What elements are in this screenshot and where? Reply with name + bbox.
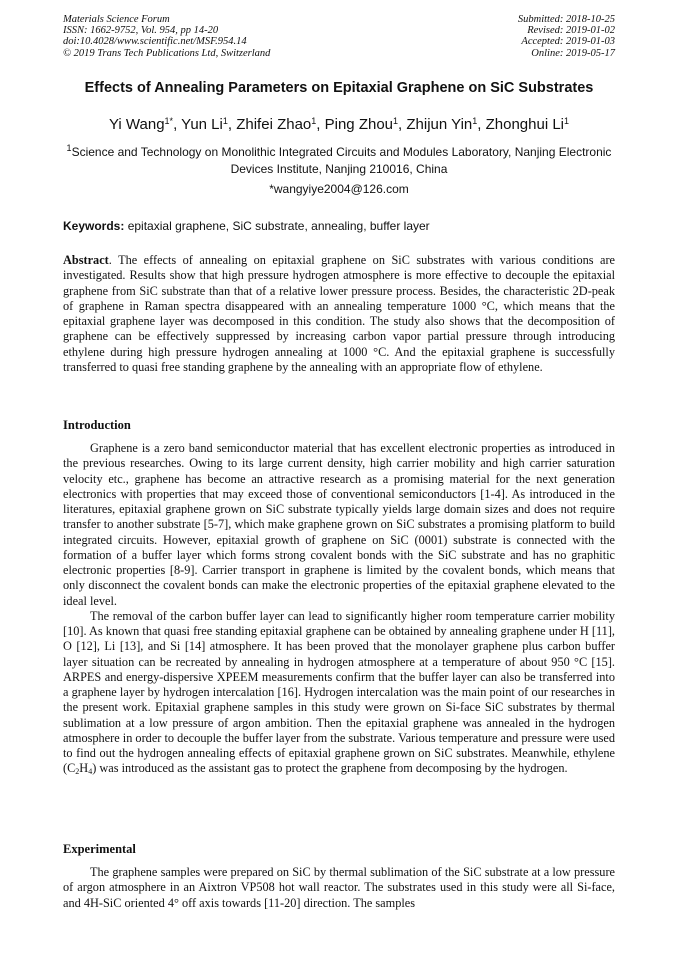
formula-subscript: 4 bbox=[88, 767, 93, 777]
author-name: Zhonghui Li bbox=[485, 116, 565, 133]
ethylene-formula-open: (C bbox=[63, 761, 76, 776]
dates-header bbox=[518, 14, 615, 59]
intro-paragraph-2-text: The removal of the carbon buffer layer can lead to significantly higher room temperature carrier mobility [10]. As known that quasi free standing epitaxial graphene can be obtained by annealing graphene under H [11], O [12], Li [13], and Si [14] atmosphere. It has been proved that the monolayer graphene plus carbon buffer layer situation can be recreated by annealing in hydrogen atmosphere at a temperature of about 950 °C [15]. ARPES and energy-dispersive XPEEM measurements confirm that the buffer layer can also be transferred into a graphene layer by hydrogen intercalation [16]. Hydrogen intercalation was the main point of our researches in the present work. Epitaxial graphene samples in this study were grown on Si-face SiC substrates by thermal sublimation at a low pressure of argon ambition. Then the epitaxial graphene was annealed in the hydrogen atmosphere in order to decouple the buffer layer from the substrate. Various temperature and pressure were used to find out the hydrogen annealing effects of epitaxial graphene grown on SiC substrates. Meanwhile, ethylene bbox=[63, 608, 615, 760]
author-name: Ping Zhou bbox=[324, 116, 394, 133]
journal-name: Materials Science Forum bbox=[63, 14, 170, 25]
abstract bbox=[63, 253, 615, 375]
author-affil-mark: 1 bbox=[472, 116, 478, 126]
copyright: © 2019 Trans Tech Publications Ltd, Switzerland bbox=[63, 47, 271, 59]
intro-paragraph-2 bbox=[63, 609, 615, 777]
author-affil-mark: 1 bbox=[311, 116, 317, 126]
intro-paragraph-2-tail: was introduced as the assistant gas to protect the graphene from decomposing by the hydrogen. bbox=[96, 761, 568, 776]
author-list: Yi Wang$^{1*}$, Yun Li$^1$, Zhifei Zhao$^1$, Ping Zhou$^1$, Zhijun Yin$^1$, Zhonghui Li$^1$ bbox=[108, 116, 570, 133]
journal-header bbox=[63, 14, 270, 59]
author-affil-mark: 1 bbox=[393, 116, 399, 126]
abstract-label: Abstract bbox=[63, 253, 109, 267]
experimental-heading: Experimental bbox=[63, 842, 136, 856]
experimental-body bbox=[63, 865, 615, 911]
author-affil-mark: 1* bbox=[164, 116, 174, 126]
author-affil-mark: 1 bbox=[222, 116, 228, 126]
submitted-date: Submitted: 2018-10-25 bbox=[517, 14, 615, 25]
corresponding-email: *wangyiye2004@126.com bbox=[269, 182, 409, 196]
affiliation-mark: 1 bbox=[66, 143, 72, 153]
revised-date: Revised: 2019-01-02 bbox=[527, 25, 615, 37]
introduction-heading: Introduction bbox=[63, 418, 131, 432]
paper-title: Effects of Annealing Parameters on Epitaxial Graphene on SiC Substrates bbox=[84, 80, 594, 96]
formula-subscript: 2 bbox=[75, 767, 80, 777]
experimental-paragraph-1: The graphene samples were prepared on SiC by thermal sublimation of the SiC substrate at a low pressure of argon atmosphere in an Aixtron VP508 hot wall reactor. The substrates used in this study were all Si-face, and 4H-SiC oriented 4° off axis towards [11-20] direction. The samples bbox=[63, 865, 615, 910]
online-date: Online: 2019-05-17 bbox=[531, 47, 615, 59]
keywords-text: epitaxial graphene, SiC substrate, annealing, buffer layer bbox=[127, 219, 430, 233]
author-name: Zhifei Zhao bbox=[236, 116, 312, 133]
keywords bbox=[63, 219, 615, 234]
author-name: Yun Li bbox=[181, 116, 223, 133]
affiliation-text: Science and Technology on Monolithic Integrated Circuits and Modules Laboratory, Nanjing Electronic Devices Institute, Nanjing 210016, China bbox=[71, 145, 612, 176]
introduction-body bbox=[63, 441, 615, 777]
issn-volume: ISSN: 1662-9752, Vol. 954, pp 14-20 bbox=[63, 25, 219, 37]
author-affil-mark: 1 bbox=[564, 116, 570, 126]
affiliation bbox=[63, 144, 615, 177]
abstract-text: . The effects of annealing on epitaxial graphene on SiC substrates with various conditions are investigated. Results show that high pressure hydrogen atmosphere is more effective to decouple the epitaxial graphene from SiC substrate than that of a relative lower pressure process. Besides, the characteristic 2D-peak of graphene in Raman spectra disappeared with an annealing temperature 1000 °C, which means that the epitaxial graphene layer was decomposed in this condition. The study also shows that the decomposition of graphene can be effectively suppressed by increasing carbon vapor partial pressure through introducing ethylene during high pressure hydrogen annealing at 1000 °C. And the epitaxial graphene is successfully transferred to quasi free standing graphene by the annealing with an appropriate flow of ethylene. bbox=[63, 253, 615, 374]
accepted-date: Accepted: 2019-01-03 bbox=[521, 36, 615, 48]
doi: doi:10.4028/www.scientific.net/MSF.954.14 bbox=[63, 36, 247, 48]
ethylene-formula-close: ) bbox=[92, 761, 97, 776]
intro-paragraph-1: Graphene is a zero band semiconductor material that has excellent electronic properties as introduced in the previous researches. Owing to its large current density, high carrier mobility and high carrier saturation velocity etc., graphene has become an attractive research as a promising material for the next generation electronics with properties that may exceed those of conventional semiconductors [1-4]. As introduced in the literatures, epitaxial graphene grown on SiC substrate typically yields large domain sizes and does not require transfer to another substrate [5-7], which make graphene grown on SiC substrates a promising platform to build integrated circuits. However, epitaxial growth of graphene on SiC (0001) substrate is connected with the formation of a buffer layer which forms strong covalent bonds with the SiC substrate and has no graphitic electronic properties [8-9]. Carrier transport in graphene is limited by the covalent bonds, which means that only disconnect the covalent bonds can make the electronic properties of the epitaxial graphene elevated to the ideal level. bbox=[63, 441, 615, 608]
keywords-label: Keywords: bbox=[63, 219, 125, 233]
author-name: Zhijun Yin bbox=[406, 116, 473, 133]
author-name: Yi Wang bbox=[108, 116, 165, 133]
ethylene-formula-mid: H bbox=[79, 761, 89, 776]
